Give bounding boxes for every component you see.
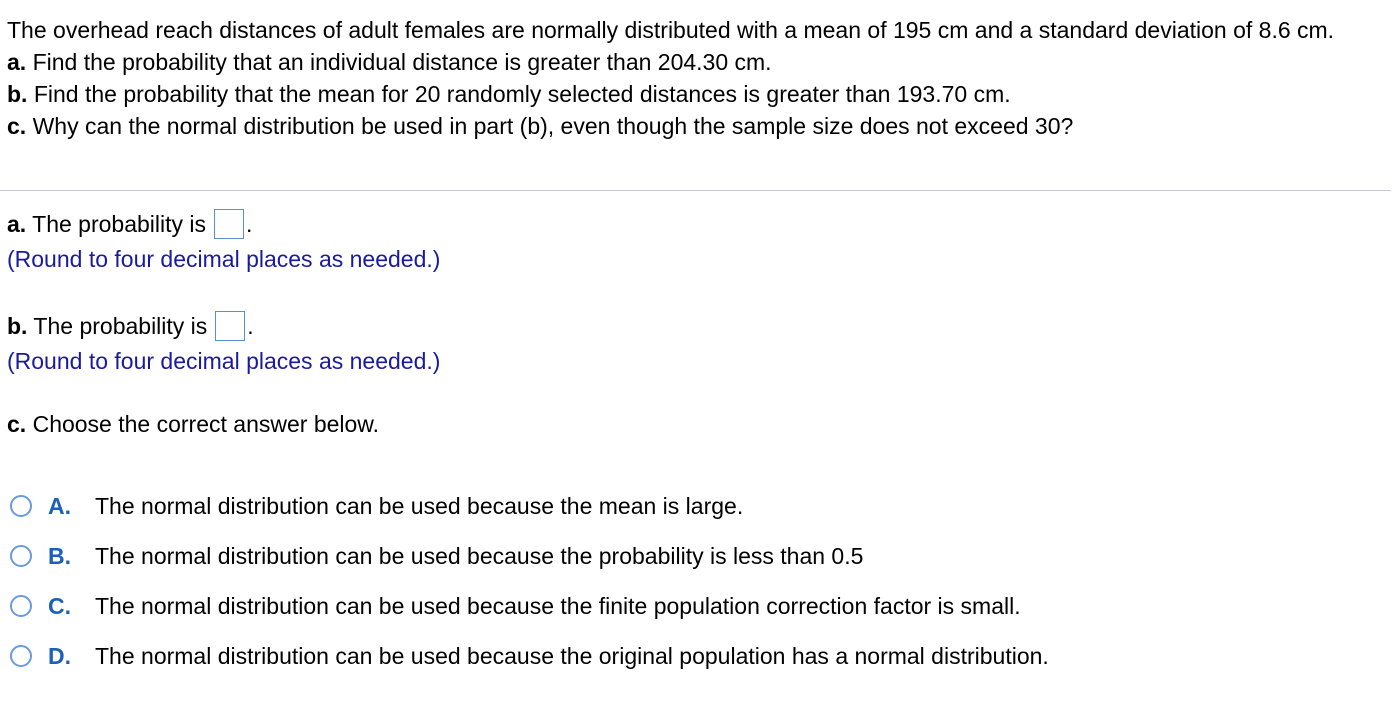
part-b-label: b.: [7, 81, 28, 107]
option-d[interactable]: [10, 631, 1049, 681]
problem-part-a: [7, 46, 1387, 78]
answer-c-text: Choose the correct answer below.: [26, 411, 380, 437]
section-divider: [0, 190, 1391, 191]
answer-a-hint: (Round to four decimal places as needed.): [7, 246, 441, 272]
answer-a-input[interactable]: [214, 209, 244, 239]
answer-c-section: [7, 406, 379, 442]
answer-a-text: The probability is: [26, 211, 207, 237]
problem-statement: [7, 14, 1387, 142]
answer-b-section: [7, 308, 440, 376]
answer-b-input[interactable]: [215, 311, 245, 341]
answer-c-line: [7, 406, 379, 442]
answer-a-period: .: [246, 211, 253, 237]
answer-b-line: [7, 308, 440, 344]
option-c-radio[interactable]: [10, 595, 32, 617]
problem-part-c: [7, 110, 1387, 142]
answer-a-label: a.: [7, 211, 27, 237]
option-a-text: The normal distribution can be used because the mean is large.: [95, 492, 744, 519]
answer-c-options: [10, 481, 1049, 681]
option-b-text: The normal distribution can be used because the probability is less than 0.5: [95, 542, 864, 569]
option-c-text: The normal distribution can be used because the finite population correction factor is small.: [95, 592, 1021, 619]
option-a-letter: A.: [48, 492, 71, 519]
problem-intro: The overhead reach distances of adult females are normally distributed with a mean of 195 cm and a standard deviation of 8.6 cm.: [7, 17, 1335, 43]
option-a-radio[interactable]: [10, 495, 32, 517]
part-a-label: a.: [7, 49, 27, 75]
answer-b-hint: (Round to four decimal places as needed.): [7, 348, 441, 374]
answer-b-period: .: [247, 313, 254, 339]
part-c-text: Why can the normal distribution be used in part (b), even though the sample size does not exceed 30?: [26, 113, 1074, 139]
option-a[interactable]: [10, 481, 1049, 531]
answer-b-text: The probability is: [27, 313, 208, 339]
part-c-label: c.: [7, 113, 27, 139]
option-b-letter: B.: [48, 542, 71, 569]
problem-part-b: [7, 78, 1387, 110]
answer-a-section: [7, 206, 440, 274]
part-a-text: Find the probability that an individual distance is greater than 204.30 cm.: [26, 49, 772, 75]
option-d-text: The normal distribution can be used because the original population has a normal distribution.: [95, 642, 1049, 669]
option-d-radio[interactable]: [10, 645, 32, 667]
option-c[interactable]: [10, 581, 1049, 631]
option-d-letter: D.: [48, 642, 71, 669]
answer-b-label: b.: [7, 313, 28, 339]
option-b-radio[interactable]: [10, 545, 32, 567]
option-c-letter: C.: [48, 592, 71, 619]
answer-a-line: [7, 206, 440, 242]
answer-c-label: c.: [7, 411, 27, 437]
option-b[interactable]: [10, 531, 1049, 581]
part-b-text: Find the probability that the mean for 20 randomly selected distances is greater than 193.70 cm.: [27, 81, 1011, 107]
